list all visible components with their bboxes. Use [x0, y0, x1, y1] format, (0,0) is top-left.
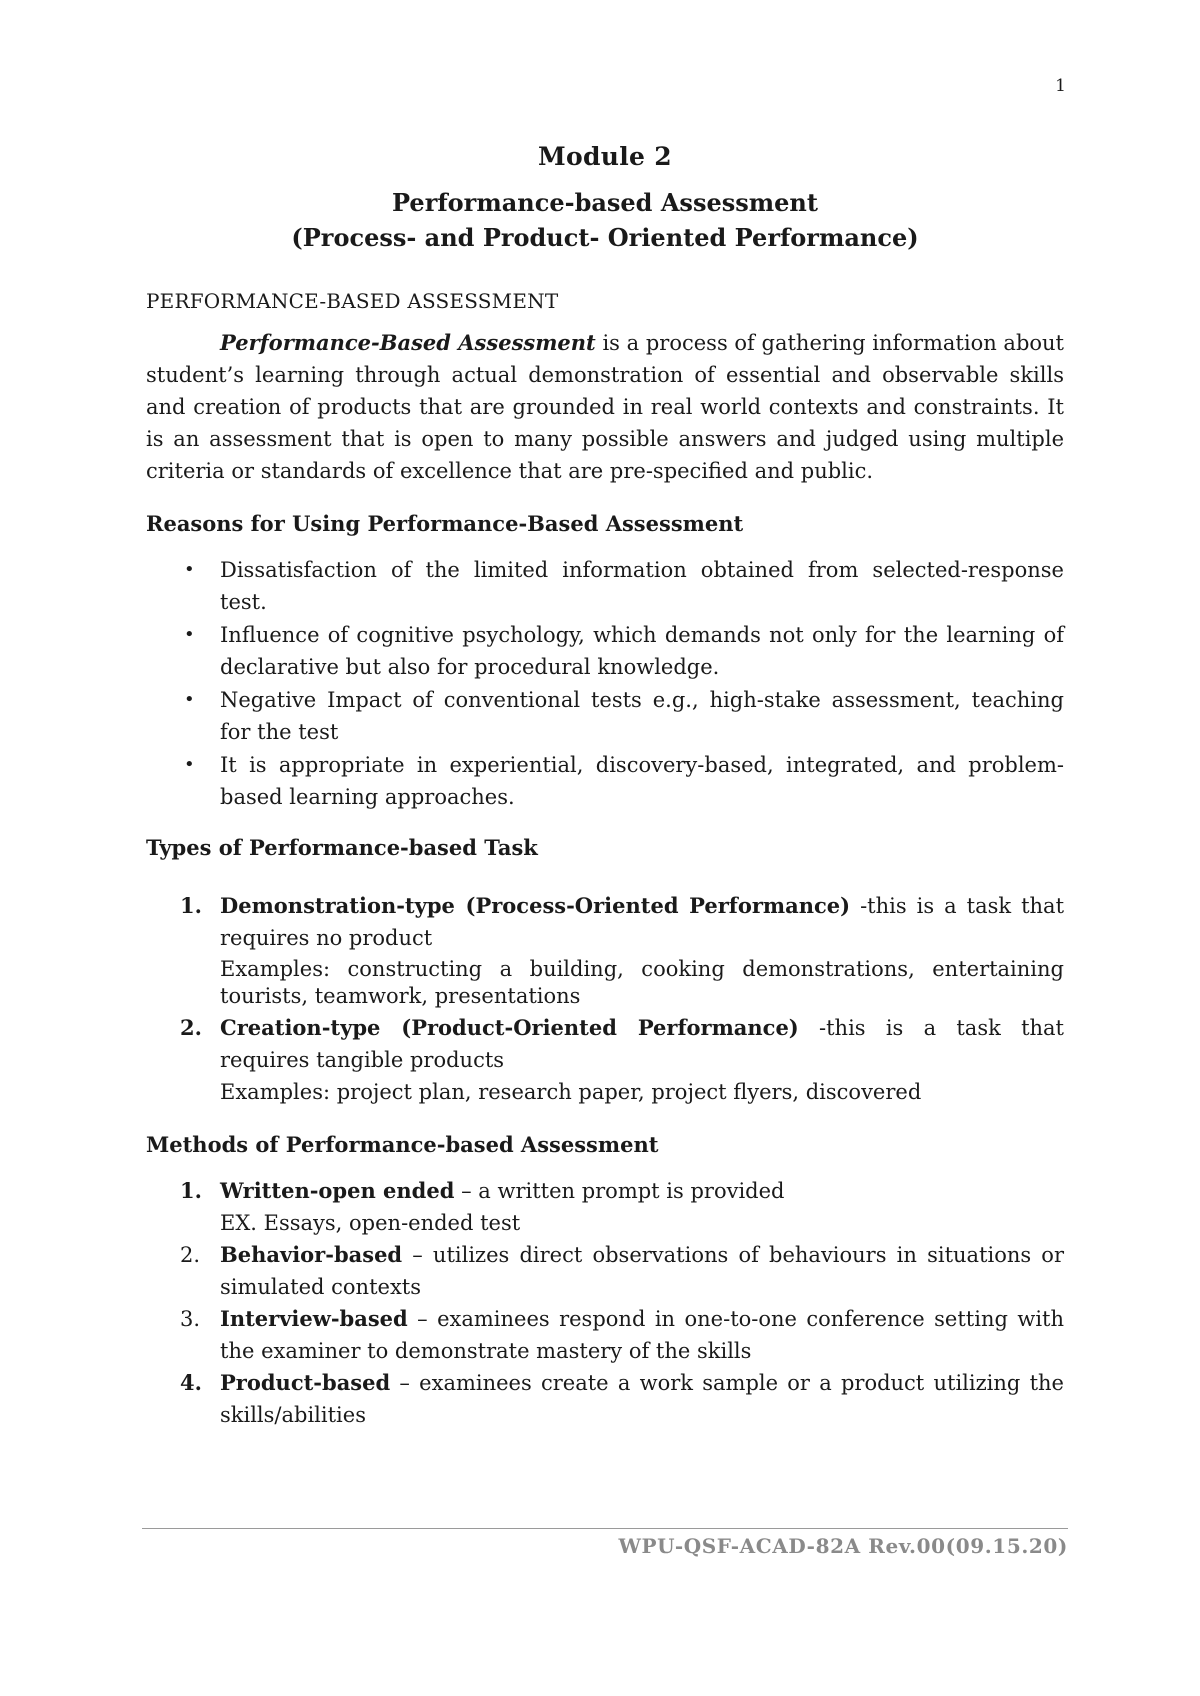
method-term: Written-open ended — [220, 1178, 455, 1203]
module-title: Module 2 — [538, 142, 672, 171]
section-caps-heading: PERFORMANCE-BASED ASSESSMENT — [146, 289, 559, 313]
reasons-list — [146, 554, 1064, 813]
method-description: – examinees create a work sample or a product utilizing the skills/abilities — [220, 1371, 1064, 1427]
footer-divider — [142, 1528, 1068, 1529]
intro-text: is a process of gathering information about student’s learning through actual demonstration of essential and observable skills and creation of products that are grounded in real world contexts and constraints. It is an assessment that is open to many possible answers and judged using multiple criteria or standards of excellence that are pre-specified and public. — [146, 331, 1064, 483]
list-item: • It is appropriate in experiential, discovery-based, integrated, and problem-based learning approaches. — [146, 749, 1064, 813]
intro-lead-term: Performance-Based Assessment — [220, 330, 596, 355]
intro-paragraph — [146, 327, 1064, 487]
type-description: -this is a task that requires no product — [220, 894, 1065, 950]
list-item — [146, 1367, 1064, 1431]
reasons-heading: Reasons for Using Performance-Based Assessment — [146, 511, 744, 536]
methods-list — [146, 1175, 1064, 1431]
list-item — [146, 1175, 1064, 1239]
types-heading: Types of Performance-based Task — [146, 835, 538, 860]
list-item — [146, 1239, 1064, 1303]
method-example: EX. Essays, open-ended test — [220, 1211, 521, 1235]
bullet-icon: • — [184, 624, 195, 645]
list-item: • Dissatisfaction of the limited information obtained from selected-response test. — [146, 554, 1064, 618]
item-number: 3. — [180, 1307, 201, 1331]
method-description: – examinees respond in one-to-one conference setting with the examiner to demonstrate mastery of the skills — [220, 1307, 1064, 1363]
methods-heading: Methods of Performance-based Assessment — [146, 1132, 659, 1157]
method-description: – utilizes direct observations of behaviours in situations or simulated contexts — [220, 1243, 1064, 1299]
bullet-icon: • — [184, 689, 195, 710]
item-number: 2. — [180, 1243, 201, 1267]
type-term: Demonstration-type (Process-Oriented Performance) — [220, 893, 851, 918]
type-examples: Examples: project plan, research paper, project flyers, discovered — [220, 1080, 922, 1104]
list-item: • Influence of cognitive psychology, which demands not only for the learning of declarative but also for procedural knowledge. — [146, 619, 1064, 683]
subtitle-line-1: Performance-based Assessment — [392, 188, 818, 217]
type-examples: Examples: constructing a building, cooking demonstrations, entertaining tourists, teamwork, presentations — [220, 957, 1064, 1008]
method-term: Behavior-based — [220, 1242, 403, 1267]
method-term: Interview-based — [220, 1306, 408, 1331]
item-number: 2. — [180, 1015, 202, 1040]
item-number: 1. — [180, 1178, 202, 1203]
list-item: • Negative Impact of conventional tests e.g., high-stake assessment, teaching for the test — [146, 684, 1064, 748]
list-item — [146, 1012, 1064, 1108]
page-number: 1 — [1055, 76, 1066, 96]
item-number: 4. — [180, 1370, 202, 1395]
type-description: -this is a task that requires tangible products — [220, 1016, 1065, 1072]
item-number: 1. — [180, 893, 202, 918]
method-description: – a written prompt is provided — [454, 1179, 785, 1203]
subtitle-line-2: (Process- and Product- Oriented Performance) — [291, 223, 919, 252]
type-term: Creation-type (Product-Oriented Performance) — [220, 1015, 799, 1040]
page-content — [146, 142, 1064, 1431]
list-item — [146, 1303, 1064, 1367]
bullet-icon: • — [184, 559, 195, 580]
bullet-icon: • — [184, 754, 195, 775]
footer-document-code: WPU-QSF-ACAD-82A Rev.00(09.15.20) — [618, 1534, 1068, 1558]
list-item — [146, 890, 1064, 1010]
method-term: Product-based — [220, 1370, 391, 1395]
types-list — [146, 890, 1064, 1108]
